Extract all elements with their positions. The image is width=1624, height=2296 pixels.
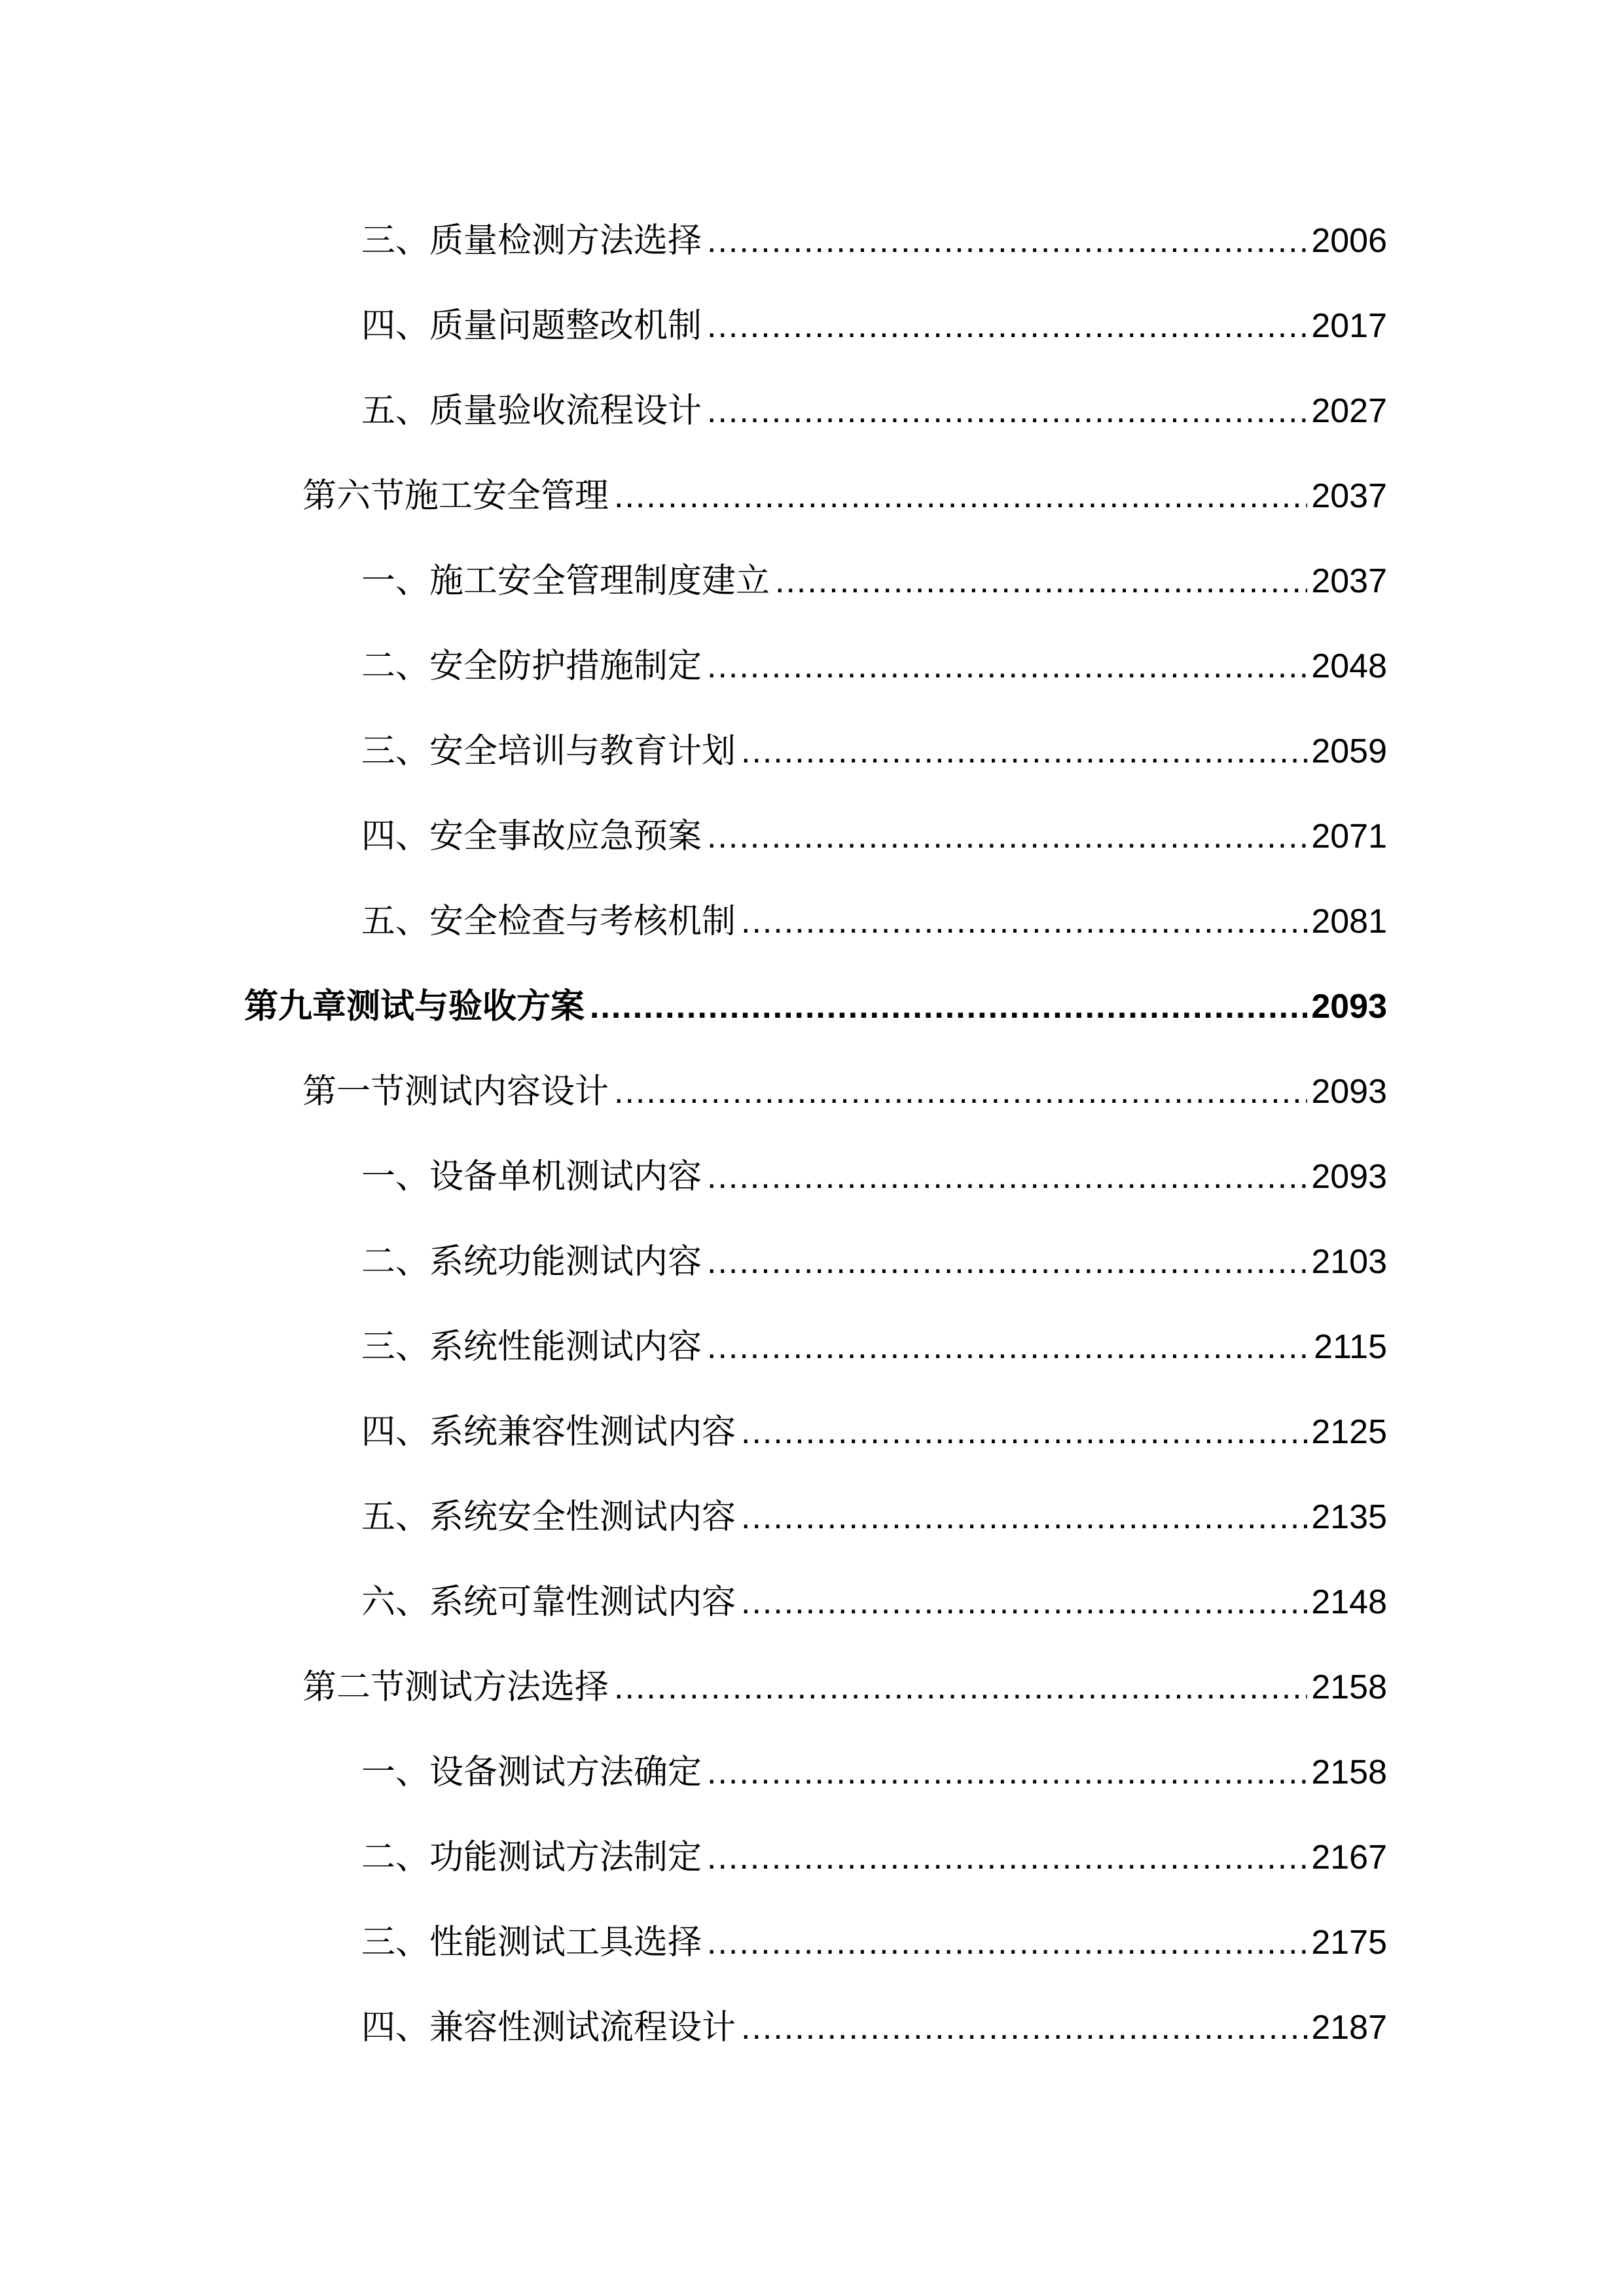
toc-entry-title: 二、功能测试方法制定: [361, 1838, 702, 1877]
toc-entry[interactable]: [361, 725, 1387, 778]
toc-entry-page: 2175: [1311, 1924, 1387, 1962]
toc-entry-page: 2093: [1311, 988, 1387, 1026]
toc-leader-dots: [707, 1831, 1307, 1884]
toc-entry-page: 2037: [1311, 562, 1387, 600]
toc-entry-title: 三、质量检测方法选择: [361, 221, 702, 260]
toc-leader-dots: [614, 470, 1307, 522]
toc-entry-page: 2158: [1311, 1753, 1387, 1791]
toc-leader-dots: [614, 1066, 1307, 1118]
toc-entry-title: 三、系统性能测试内容: [361, 1327, 702, 1367]
toc-entry-page: 2103: [1311, 1243, 1387, 1281]
toc-entry-page: 2071: [1311, 817, 1387, 855]
toc-leader-dots: [614, 1661, 1307, 1713]
toc-leader-dots: [741, 725, 1307, 778]
toc-leader-dots: [707, 215, 1307, 267]
toc-entry-title: 三、性能测试工具选择: [361, 1923, 702, 1962]
toc-entry-page: 2048: [1311, 647, 1387, 685]
toc-entry[interactable]: [361, 895, 1387, 948]
toc-leader-dots: [741, 1491, 1307, 1543]
toc-entry[interactable]: [361, 1406, 1387, 1458]
toc-entry[interactable]: [361, 1831, 1387, 1884]
toc-entry-title: 六、系统可靠性测试内容: [361, 1583, 736, 1622]
toc-entry[interactable]: [361, 1916, 1387, 1969]
toc-entry-title: 第九章测试与验收方案: [244, 987, 585, 1026]
toc-entry-title: 五、质量验收流程设计: [361, 391, 702, 431]
toc-leader-dots: [707, 1916, 1307, 1969]
toc-leader-dots: [707, 1236, 1307, 1288]
toc-entry-title: 四、兼容性测试流程设计: [361, 2008, 736, 2047]
toc-leader-dots: [590, 980, 1307, 1033]
toc-entry[interactable]: [361, 810, 1387, 863]
toc-entry-title: 一、施工安全管理制度建立: [361, 562, 770, 601]
toc-entry-title: 五、系统安全性测试内容: [361, 1498, 736, 1537]
toc-entry-page: 2148: [1311, 1583, 1387, 1621]
toc-entry-title: 四、质量问题整改机制: [361, 306, 702, 346]
toc-leader-dots: [707, 385, 1307, 437]
toc-entry-title: 第六节施工安全管理: [302, 476, 609, 516]
toc-entry[interactable]: [302, 470, 1387, 522]
toc-entry-title: 四、安全事故应急预案: [361, 817, 702, 856]
toc-chapter-entry[interactable]: [244, 980, 1387, 1033]
toc-entry-page: 2093: [1311, 1158, 1387, 1196]
toc-entry[interactable]: [302, 1066, 1387, 1118]
toc-leader-dots: [741, 1406, 1307, 1458]
toc-entry-page: 2125: [1311, 1413, 1387, 1451]
toc-entry-title: 三、安全培训与教育计划: [361, 732, 736, 771]
toc-entry-title: 一、设备单机测试内容: [361, 1157, 702, 1196]
toc-entry[interactable]: [361, 1746, 1387, 1799]
toc-entry-title: 二、系统功能测试内容: [361, 1242, 702, 1282]
toc-leader-dots: [741, 2001, 1307, 2054]
toc-entry-page: 2187: [1311, 2009, 1387, 2047]
toc-leader-dots: [707, 1746, 1307, 1799]
toc-entry[interactable]: [361, 2001, 1387, 2054]
toc-entry-page: 2027: [1311, 392, 1387, 430]
toc-leader-dots: [775, 555, 1307, 607]
toc-leader-dots: [707, 640, 1307, 692]
toc-entry-page: 2167: [1311, 1839, 1387, 1876]
toc-leader-dots: [741, 1576, 1307, 1628]
toc-entry[interactable]: [361, 1236, 1387, 1288]
toc-leader-dots: [707, 1321, 1310, 1373]
toc-entry[interactable]: [361, 300, 1387, 352]
toc-entry[interactable]: [361, 640, 1387, 692]
toc-entry-title: 一、设备测试方法确定: [361, 1753, 702, 1792]
toc-leader-dots: [707, 1151, 1307, 1203]
toc-entry-page: 2081: [1311, 903, 1387, 941]
toc-entry-page: 2059: [1311, 732, 1387, 770]
toc-entry-page: 2093: [1311, 1073, 1387, 1111]
toc-entry[interactable]: [361, 1321, 1387, 1373]
toc-entry-page: 2037: [1311, 477, 1387, 515]
toc-entry-page: 2158: [1311, 1668, 1387, 1706]
toc-entry-title: 四、系统兼容性测试内容: [361, 1412, 736, 1452]
toc-leader-dots: [707, 810, 1307, 863]
toc-entry-title: 二、安全防护措施制定: [361, 647, 702, 686]
toc-entry[interactable]: [361, 555, 1387, 607]
toc-leader-dots: [741, 895, 1307, 948]
toc-entry[interactable]: [361, 1151, 1387, 1203]
toc-entry-page: 2115: [1314, 1328, 1387, 1366]
toc-entry-page: 2135: [1311, 1498, 1387, 1536]
toc-entry[interactable]: [361, 385, 1387, 437]
toc-entry-page: 2017: [1311, 307, 1387, 345]
toc-entry[interactable]: [361, 215, 1387, 267]
toc-entry[interactable]: [361, 1491, 1387, 1543]
toc-leader-dots: [707, 300, 1307, 352]
toc-entry-title: 第二节测试方法选择: [302, 1668, 609, 1707]
toc-entry-title: 第一节测试内容设计: [302, 1072, 609, 1111]
toc-entry-page: 2006: [1311, 222, 1387, 260]
toc-entry-title: 五、安全检查与考核机制: [361, 902, 736, 941]
toc-entry[interactable]: [361, 1576, 1387, 1628]
toc-entry[interactable]: [302, 1661, 1387, 1713]
